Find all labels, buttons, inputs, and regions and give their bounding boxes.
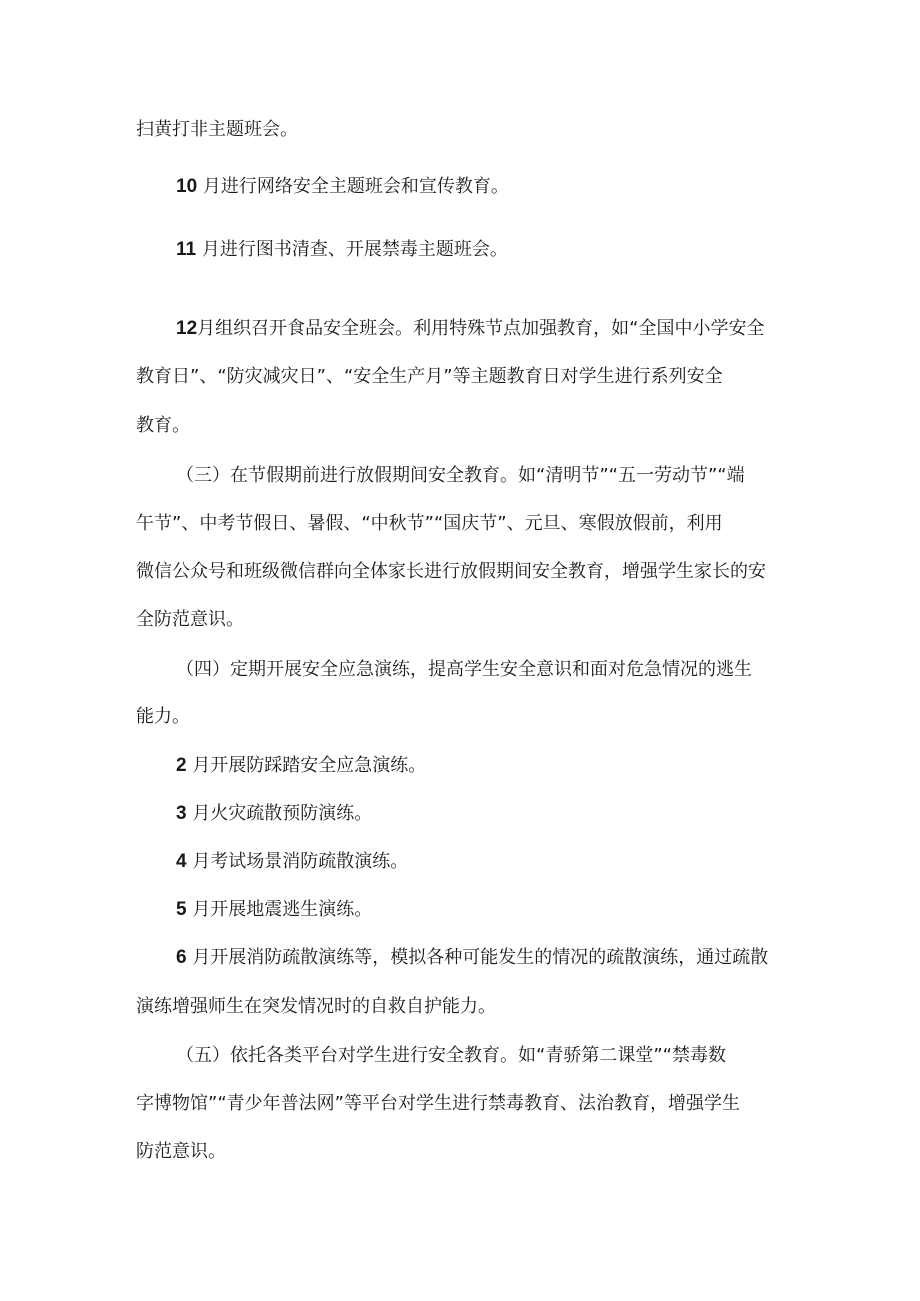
text-line: （五）依托各类平台对学生进行安全教育。如“青骄第二课堂”“禁毒数: [176, 1045, 726, 1066]
text-line: 扫黄打非主题班会。: [136, 119, 298, 140]
text-line: 教育。: [136, 415, 190, 436]
text-line: 微信公众号和班级微信群向全体家长进行放假期间安全教育，增强学生家长的安: [136, 561, 766, 582]
text-line: 2 月开展防踩踏安全应急演练。: [176, 755, 427, 776]
text-line: 防范意识。: [136, 1141, 226, 1162]
text-line: 4 月考试场景消防疏散演练。: [176, 851, 409, 872]
text-line: 午节”、中考节假日、暑假、“中秋节”“国庆节”、元旦、寒假放假前，利用: [136, 513, 723, 534]
text-line: 10 月进行网络安全主题班会和宣传教育。: [176, 176, 509, 197]
text-line: 11 月进行图书清查、开展禁毒主题班会。: [176, 239, 508, 260]
text-line: 12月组织召开食品安全班会。利用特殊节点加强教育，如“全国中小学安全: [176, 318, 765, 339]
text-line: （四）定期开展安全应急演练，提高学生安全意识和面对危急情况的逃生: [176, 659, 752, 680]
text-line: 教育日”、“防灾减灾日”、“安全生产月”等主题教育日对学生进行系列安全: [136, 366, 723, 387]
text-line: 字博物馆”“青少年普法网”等平台对学生进行禁毒教育、法治教育，增强学生: [136, 1093, 740, 1114]
text-line: （三）在节假期前进行放假期间安全教育。如“清明节”“五一劳动节”“端: [176, 465, 745, 486]
text-line: 演练增强师生在突发情况时的自救自护能力。: [136, 996, 496, 1017]
text-line: 5 月开展地震逃生演练。: [176, 899, 373, 920]
text-line: 全防范意识。: [136, 609, 244, 630]
text-line: 能力。: [136, 706, 190, 727]
text-line: 6 月开展消防疏散演练等，模拟各种可能发生的情况的疏散演练，通过疏散: [176, 947, 769, 968]
text-line: 3 月火灾疏散预防演练。: [176, 803, 373, 824]
